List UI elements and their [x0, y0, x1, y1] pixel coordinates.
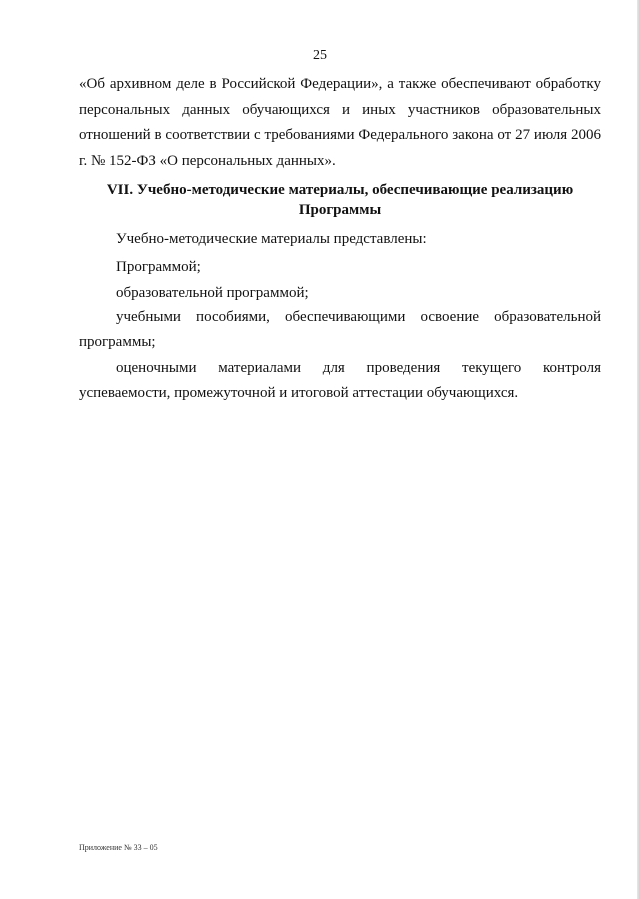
list-item: оценочными материалами для проведения текущего контроля успеваемости, промежуточной и итоговой аттестации обучающихся. [79, 360, 601, 401]
footer-note: Приложение № 33 – 05 [79, 843, 158, 852]
list-item: Программой; [116, 259, 201, 275]
section-heading [79, 180, 601, 220]
section-heading-line-1: VII. Учебно-методические материалы, обеспечивающие реализацию [106, 182, 574, 198]
section-heading-line-2: Программы [298, 202, 382, 218]
page-number: 25 [313, 48, 327, 63]
materials-intro: Учебно-методические материалы представлены: [116, 231, 427, 247]
list-item: учебными пособиями, обеспечивающими освоение образовательной программы; [79, 309, 601, 350]
list-item: образовательной программой; [116, 285, 309, 301]
paragraph-continuation: «Об архивном деле в Российской Федерации», а также обеспечивают обработку персональных данных обучающихся и иных участников образовательных отношений в соответствии с требованиями Федерального закона от 27 июля 2006 г. № 152-ФЗ «О персональных данных». [79, 76, 601, 169]
